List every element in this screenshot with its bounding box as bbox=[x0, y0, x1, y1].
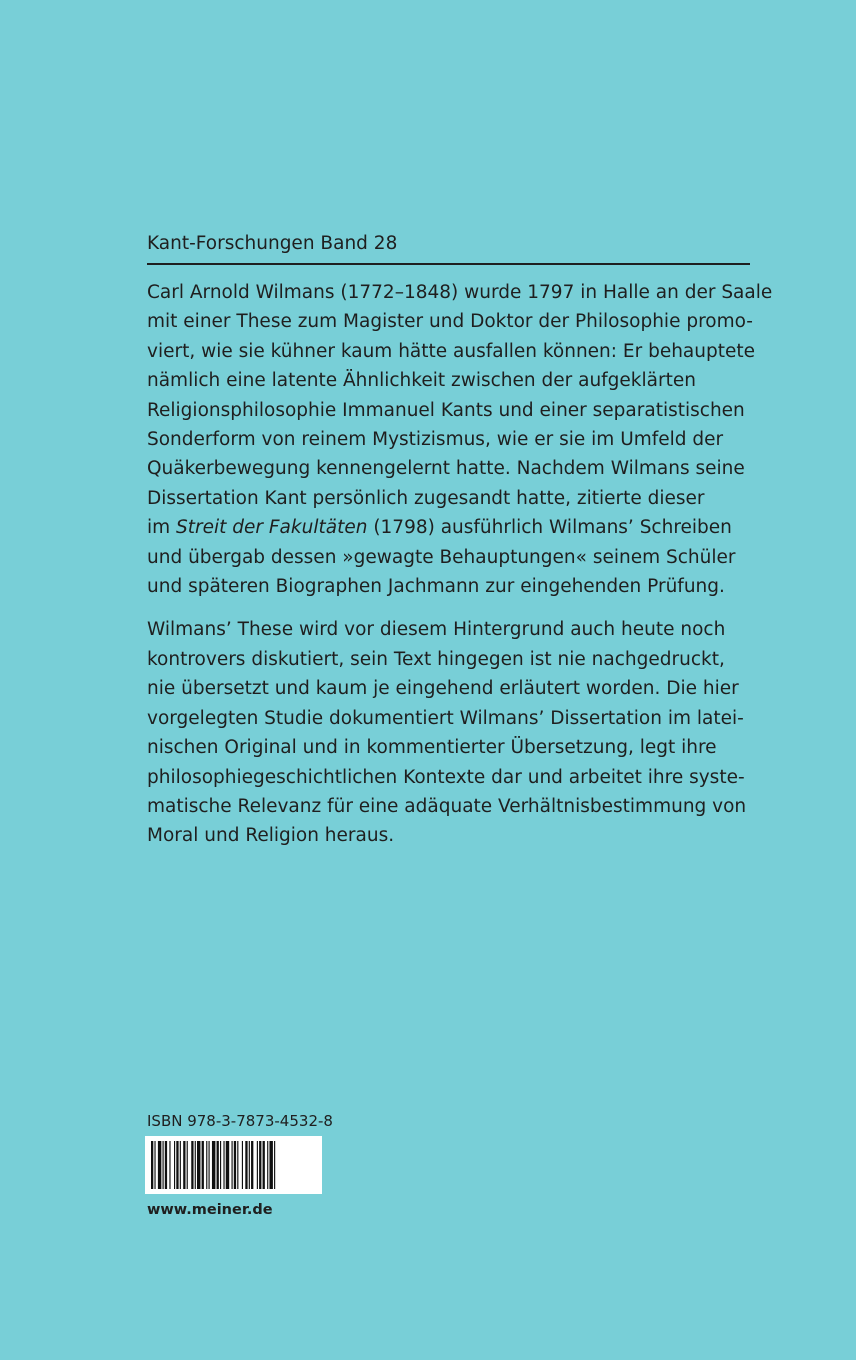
barcode-bar bbox=[212, 1141, 215, 1189]
barcode-bar bbox=[249, 1141, 250, 1189]
text-line: nämlich eine latente Ähnlichkeit zwischen der aufgeklärten bbox=[147, 370, 696, 392]
barcode-bar bbox=[267, 1141, 268, 1189]
divider-rule bbox=[147, 263, 750, 265]
barcode-bar bbox=[174, 1141, 175, 1189]
barcode-bar bbox=[176, 1141, 178, 1189]
barcode-bar bbox=[163, 1141, 164, 1189]
text-line: Moral und Religion heraus. bbox=[147, 825, 395, 847]
series-title: Kant-Forschungen Band 28 bbox=[147, 233, 398, 254]
text-line: und übergab dessen »gewagte Behauptungen« seinem Schüler bbox=[147, 546, 736, 568]
barcode-bar bbox=[269, 1141, 272, 1189]
barcode-bar bbox=[151, 1141, 153, 1189]
barcode-bar bbox=[187, 1141, 188, 1189]
text-line: Religionsphilosophie Immanuel Kants und einer separatistischen bbox=[147, 399, 745, 421]
barcode-bar bbox=[245, 1141, 247, 1189]
blurb-text bbox=[147, 278, 773, 865]
text-line: vorgelegten Studie dokumentiert Wilmans’ Dissertation im latei- bbox=[147, 707, 744, 729]
publisher-website: www.meiner.de bbox=[147, 1202, 273, 1218]
text-line: philosophiegeschichtlichen Kontexte dar und arbeitet ihre syste- bbox=[147, 766, 745, 788]
barcode-bar bbox=[237, 1141, 238, 1189]
barcode-bar bbox=[223, 1141, 224, 1189]
text-line: Dissertation Kant persönlich zugesandt hatte, zitierte dieser bbox=[147, 487, 705, 509]
barcode-bars bbox=[151, 1141, 316, 1189]
barcode-bar bbox=[191, 1141, 193, 1189]
text-line: Wilmans’ These wird vor diesem Hintergrund auch heute noch bbox=[147, 619, 726, 641]
barcode-bar bbox=[158, 1141, 161, 1189]
barcode-bar bbox=[206, 1141, 207, 1189]
barcode-bar bbox=[259, 1141, 261, 1189]
barcode-bar bbox=[251, 1141, 253, 1189]
barcode-bar bbox=[202, 1141, 204, 1189]
text-line: nischen Original und in kommentierter Übersetzung, legt ihre bbox=[147, 737, 717, 759]
text-line: Quäkerbewegung kennengelernt hatte. Nachdem Wilmans seine bbox=[147, 458, 745, 480]
isbn-label: ISBN 978-3-7873-4532-8 bbox=[147, 1112, 333, 1130]
barcode-bar bbox=[197, 1141, 200, 1189]
barcode-bar bbox=[169, 1141, 170, 1189]
barcode-bar bbox=[263, 1141, 265, 1189]
barcode-bar bbox=[242, 1141, 243, 1189]
barcode-bar bbox=[183, 1141, 185, 1189]
barcode-bar bbox=[209, 1141, 210, 1189]
text-line: nie übersetzt und kaum je eingehend erläutert worden. Die hier bbox=[147, 678, 739, 700]
barcode-image bbox=[145, 1136, 322, 1194]
text-line: Sonderform von reinem Mystizismus, wie er sie im Umfeld der bbox=[147, 429, 724, 451]
text-line: viert, wie sie kühner kaum hätte ausfallen können: Er behauptete bbox=[147, 340, 755, 362]
barcode-bar bbox=[180, 1141, 181, 1189]
barcode-bar bbox=[165, 1141, 167, 1189]
text-fragment: (1798) ausführlich Wilmans’ Schreiben bbox=[367, 517, 732, 539]
text-line: matische Relevanz für eine adäquate Verhältnisbestimmung von bbox=[147, 795, 747, 817]
blurb-paragraph-2 bbox=[147, 615, 750, 850]
text-fragment: im bbox=[147, 517, 177, 539]
barcode-bar bbox=[154, 1141, 155, 1189]
barcode-bar bbox=[234, 1141, 236, 1189]
barcode-bar bbox=[226, 1141, 229, 1189]
blurb-paragraph-1 bbox=[147, 278, 773, 601]
text-line-with-italic-title bbox=[147, 513, 750, 542]
barcode-bar bbox=[232, 1141, 233, 1189]
text-line: Carl Arnold Wilmans (1772–1848) wurde 1797 in Halle an der Saale bbox=[147, 282, 773, 303]
text-line: kontrovers diskutiert, sein Text hingegen ist nie nachgedruckt, bbox=[147, 648, 725, 670]
barcode-bar bbox=[257, 1141, 258, 1189]
barcode-bar bbox=[195, 1141, 196, 1189]
barcode-bar bbox=[220, 1141, 221, 1189]
barcode-bar bbox=[217, 1141, 219, 1189]
barcode-bar bbox=[274, 1141, 275, 1189]
book-title-italic: Streit der Fakultäten bbox=[176, 517, 368, 539]
text-line: mit einer These zum Magister und Doktor der Philosophie promo- bbox=[147, 311, 753, 333]
text-line: und späteren Biographen Jachmann zur eingehenden Prüfung. bbox=[147, 576, 725, 598]
